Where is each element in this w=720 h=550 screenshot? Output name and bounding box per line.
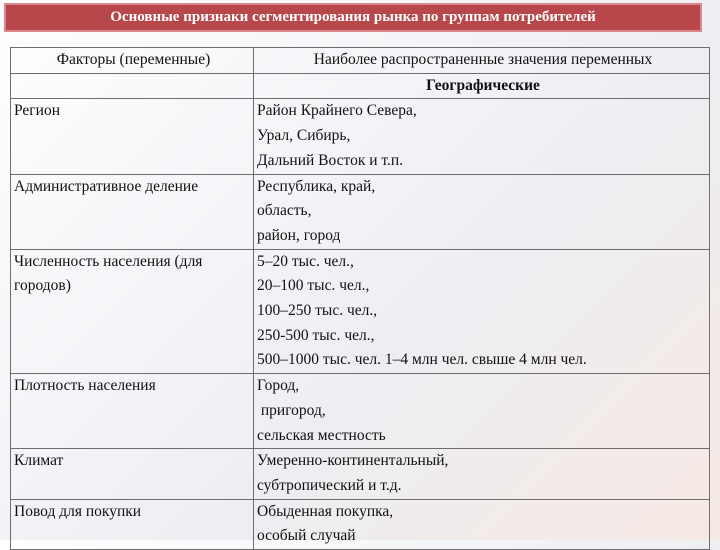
value-line: Республика, край, xyxy=(257,177,376,195)
section-title: Географические xyxy=(254,73,710,99)
values-cell xyxy=(254,99,710,174)
segmentation-table xyxy=(10,47,710,550)
section-spacer xyxy=(11,73,254,99)
factor-cell: Административное деление xyxy=(11,174,254,249)
values-cell xyxy=(254,499,710,549)
factor-cell: Плотность населения xyxy=(11,374,254,449)
value-line: особый случай xyxy=(257,527,356,545)
values-cell xyxy=(254,374,710,449)
value-line: Обыденная покупка, xyxy=(257,502,394,520)
value-line: Город, xyxy=(257,377,300,395)
factor-cell: Повод для покупки xyxy=(11,499,254,549)
slide-title-bar xyxy=(4,3,702,32)
value-line: Умеренно-континентальный, xyxy=(257,452,449,470)
values-cell xyxy=(254,174,710,249)
table-row xyxy=(11,99,710,174)
value-line: 20–100 тыс. чел., xyxy=(257,277,370,295)
header-factors: Факторы (переменные) xyxy=(11,48,254,74)
section-row xyxy=(11,73,710,99)
factor-cell: Регион xyxy=(11,99,254,174)
value-line: сельская местность xyxy=(257,426,386,444)
table-row xyxy=(11,174,710,249)
value-line: район, город xyxy=(257,226,341,244)
value-line: Район Крайнего Севера, xyxy=(257,102,417,120)
slide-title: Основные признаки сегментирования рынка по группам потребителей xyxy=(110,9,596,25)
table-row xyxy=(11,499,710,549)
value-line: Дальний Восток и т.п. xyxy=(257,151,404,169)
header-values: Наиболее распространенные значения переменных xyxy=(254,48,710,74)
value-line: Урал, Сибирь, xyxy=(257,127,351,145)
table-row xyxy=(11,449,710,499)
value-line: 5–20 тыс. чел., xyxy=(257,252,354,270)
value-line: 250-500 тыс. чел., xyxy=(257,326,375,344)
values-cell xyxy=(254,449,710,499)
table-row xyxy=(11,374,710,449)
table-row xyxy=(11,249,710,374)
value-line: 100–250 тыс. чел., xyxy=(257,302,378,320)
values-cell xyxy=(254,249,710,374)
factor-cell: Климат xyxy=(11,449,254,499)
value-line: область, xyxy=(257,202,312,220)
value-line: субтропический и т.д. xyxy=(257,476,402,494)
value-line: пригород, xyxy=(257,401,326,419)
table-header-row xyxy=(11,48,710,74)
value-line: 500–1000 тыс. чел. 1–4 млн чел. свыше 4 млн чел. xyxy=(257,351,587,369)
factor-cell: Численность населения (для городов) xyxy=(11,249,254,374)
